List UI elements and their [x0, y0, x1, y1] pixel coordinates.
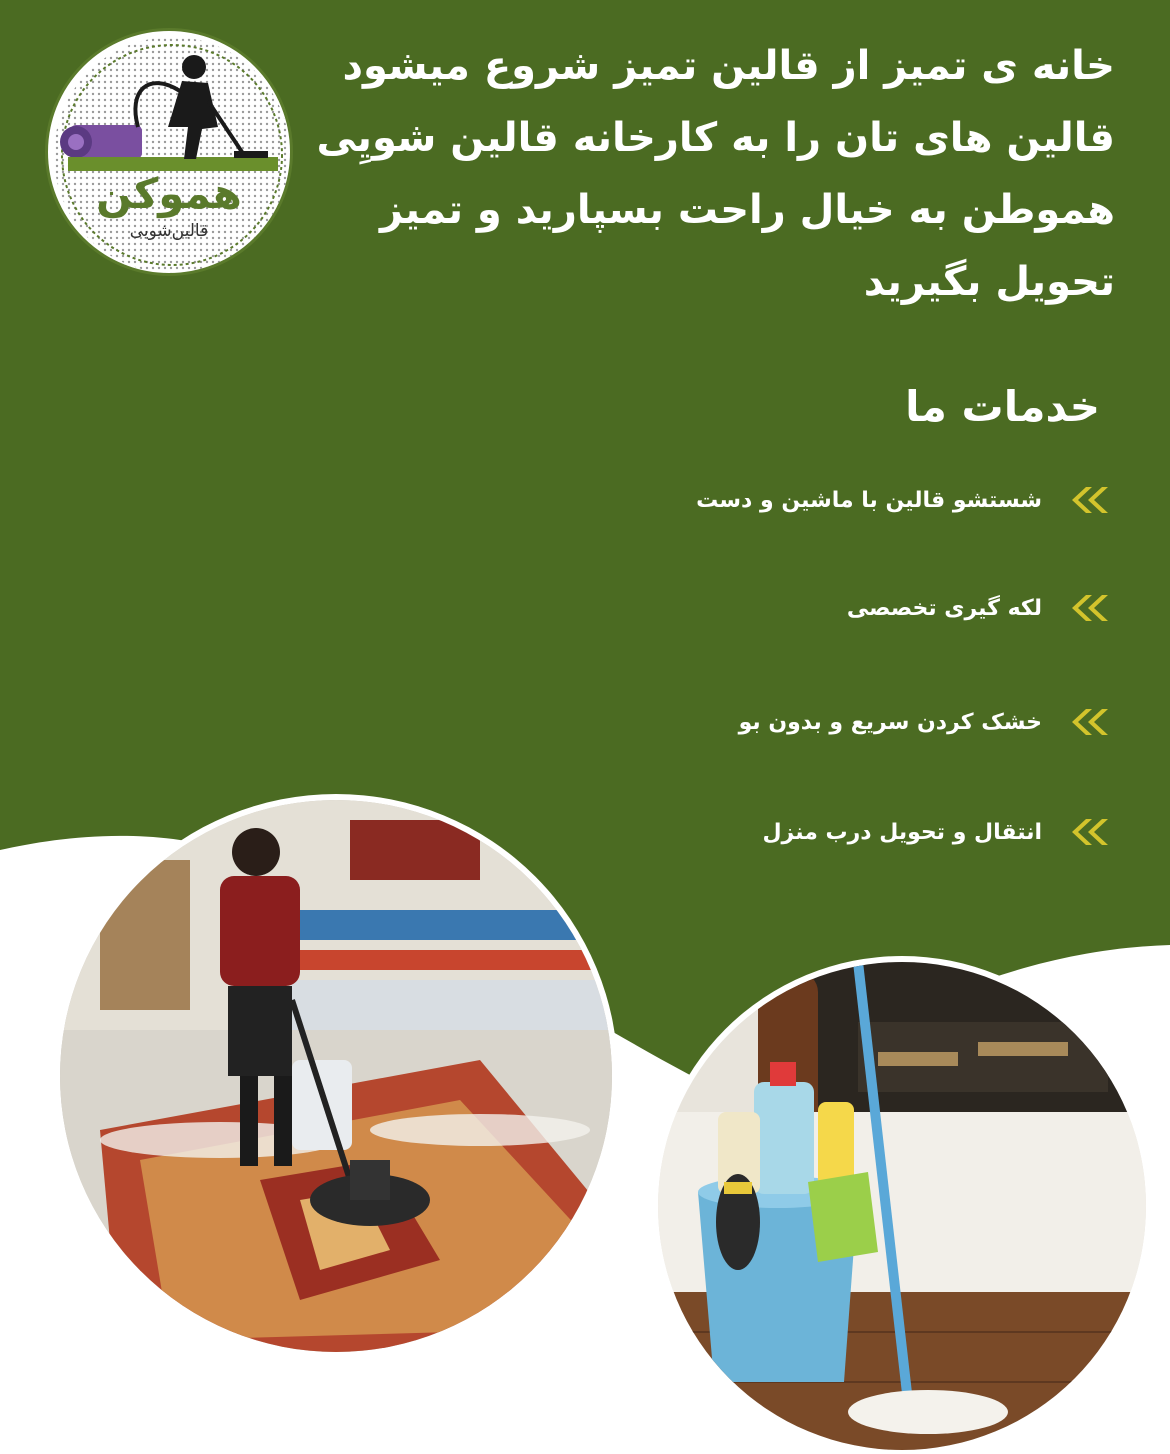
carpet-washing-illustration — [60, 800, 612, 1352]
headline-text: خانه ی تمیز از قالین تمیز شروع میشود قالین های تان را به کارخانه قالین شویِی هموطن به خیال راحت بسپارید و تمیز تحویل بگیرید — [316, 43, 1115, 305]
cleaning-supplies-photo — [658, 962, 1146, 1450]
service-item — [408, 802, 1108, 862]
service-label: لکه گیری تخصصی — [846, 595, 1042, 621]
double-chevron-left-icon — [1064, 593, 1108, 623]
service-item — [408, 470, 1108, 530]
service-label: انتقال و تحویل درب منزل — [762, 819, 1042, 845]
double-chevron-left-icon — [1064, 817, 1108, 847]
brand-logo — [45, 28, 293, 276]
double-chevron-left-icon — [1064, 707, 1108, 737]
service-item — [408, 692, 1108, 752]
cleaning-supplies-illustration — [658, 962, 1146, 1450]
service-label: خشک کردن سریع و بدون بو — [738, 709, 1042, 735]
brand-name: هموکن — [96, 169, 242, 218]
service-label: شستشو قالین با ماشین و دست — [696, 487, 1042, 513]
service-item — [408, 578, 1108, 638]
carpet-washing-photo — [60, 800, 612, 1352]
brand-subtitle: قالین‌شویی — [129, 221, 209, 241]
double-chevron-left-icon — [1064, 485, 1108, 515]
services-title: خدمات ما — [905, 382, 1100, 431]
